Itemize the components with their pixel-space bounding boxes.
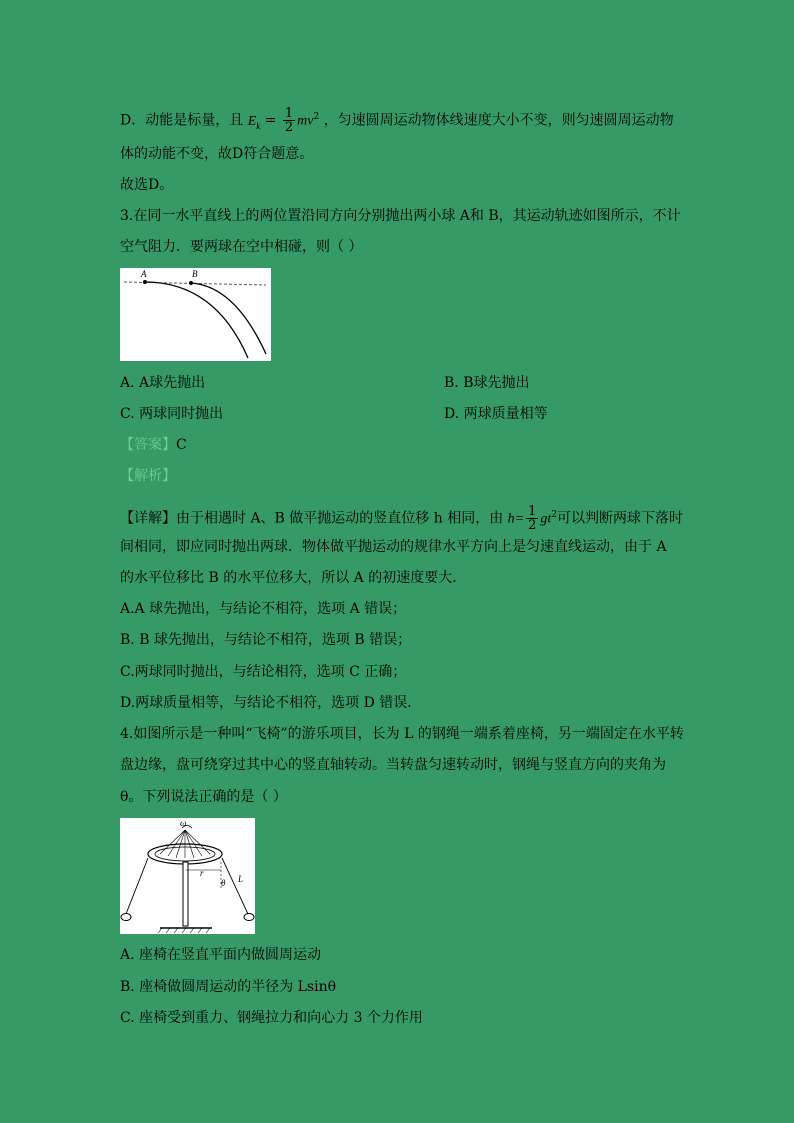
text-segment: ，匀速圆周运动物体线速度大小不变，则匀速圆周运动物 bbox=[323, 112, 674, 129]
right-chair bbox=[244, 914, 254, 921]
mv-symbol: mv bbox=[297, 113, 314, 129]
q3-review-b: B. B 球先抛出，与结论不相符，选项 B 错误； bbox=[120, 632, 412, 648]
q3-option-b: B. B球先抛出 bbox=[444, 375, 530, 391]
q4-stem-line2: 盘边缘，盘可绕穿过其中心的竖直轴转动。当转盘匀速转动时，钢绳与竖直方向的夹角为 bbox=[120, 757, 666, 773]
trajectory-b bbox=[191, 283, 266, 354]
left-cable bbox=[126, 858, 148, 914]
d-explanation-line1 bbox=[120, 107, 674, 135]
trajectory-a bbox=[145, 282, 248, 358]
q3-option-c: C. 两球同时抛出 bbox=[120, 406, 224, 422]
ek-symbol: $E_k$ bbox=[247, 113, 261, 131]
text-segment: 可以判断两球下落时 bbox=[557, 510, 684, 527]
q3-option-d: D. 两球质量相等 bbox=[444, 406, 548, 422]
h-symbol: h= bbox=[507, 511, 525, 527]
q3-detail-line1 bbox=[120, 505, 683, 532]
answer-tag: 【答案】 bbox=[120, 437, 176, 453]
right-cable bbox=[222, 858, 248, 914]
equals-sign: = bbox=[264, 112, 277, 129]
q4-option-c: C. 座椅受到重力、钢绳拉力和向心力 3 个力作用 bbox=[120, 1010, 423, 1026]
detail-tag: 【详解】 bbox=[120, 510, 176, 527]
q4-option-a: A. 座椅在竖直平面内做圆周运动 bbox=[120, 947, 322, 963]
q3-review-c: C.两球同时抛出，与结论相符，选项 C 正确； bbox=[120, 664, 407, 680]
q3-detail-line2: 间相同，即应同时抛出两球．物体做平抛运动的规律水平方向上是匀速直线运动，由于 A bbox=[120, 539, 667, 555]
label-a: A bbox=[141, 269, 147, 279]
q4-flying-chair-figure bbox=[120, 818, 255, 934]
answer-value: C bbox=[176, 437, 187, 453]
support-pole bbox=[183, 862, 188, 926]
q4-stem-line1: 4.如图所示是一种叫“飞椅”的游乐项目，长为 L 的钢绳一端系着座椅，另一端固定在水平转 bbox=[120, 726, 684, 742]
exponent: 2 bbox=[551, 510, 558, 520]
flying-chair-diagram bbox=[120, 818, 255, 934]
fraction-half: $\frac{1}{2}$ bbox=[528, 504, 537, 534]
text-segment: 由于相遇时 A、B 做平抛运动的竖直位移 h 相同，由 bbox=[176, 510, 504, 527]
d-explanation-line2: 体的动能不变，故D符合题意。 bbox=[120, 146, 314, 162]
label-l: L bbox=[238, 874, 244, 884]
trajectory-diagram bbox=[120, 268, 271, 361]
exponent: 2 bbox=[313, 112, 320, 122]
q3-answer bbox=[120, 435, 187, 455]
q3-analysis-tag: 【解析】 bbox=[120, 468, 176, 484]
q3-review-d: D.两球质量相等，与结论不相符，选项 D 错误． bbox=[120, 695, 422, 711]
gt-symbol: gt bbox=[540, 511, 552, 527]
q3-stem-line1: 3.在同一水平直线上的两位置沿同方向分别抛出两小球 A和 B，其运动轨迹如图所示，不计 bbox=[120, 208, 681, 224]
label-r: r bbox=[200, 868, 204, 878]
q4-stem-line3: θ。下列说法正确的是（ ） bbox=[120, 789, 287, 805]
label-b: B bbox=[192, 269, 198, 279]
q3-trajectory-figure bbox=[120, 268, 271, 361]
q3-detail-line3: 的水平位移比 B 的水平位移大，所以 A 的初速度要大． bbox=[120, 570, 467, 586]
q3-review-a: A.A 球先抛出，与结论不相符，选项 A 错误； bbox=[120, 601, 407, 617]
text-segment: D．动能是标量，且 bbox=[120, 112, 244, 129]
q3-option-a: A. A球先抛出 bbox=[120, 375, 206, 391]
q3-stem-line2: 空气阻力．要两球在空中相碰，则（ ） bbox=[120, 239, 363, 255]
q4-option-b: B. 座椅做圆周运动的半径为 Lsinθ bbox=[120, 979, 337, 995]
label-omega: ω bbox=[180, 818, 187, 828]
fraction-half: $\frac{1}{2}$ bbox=[284, 106, 294, 136]
label-theta: θ bbox=[221, 878, 226, 888]
d-conclusion: 故选D。 bbox=[120, 177, 174, 193]
left-chair bbox=[121, 914, 131, 921]
